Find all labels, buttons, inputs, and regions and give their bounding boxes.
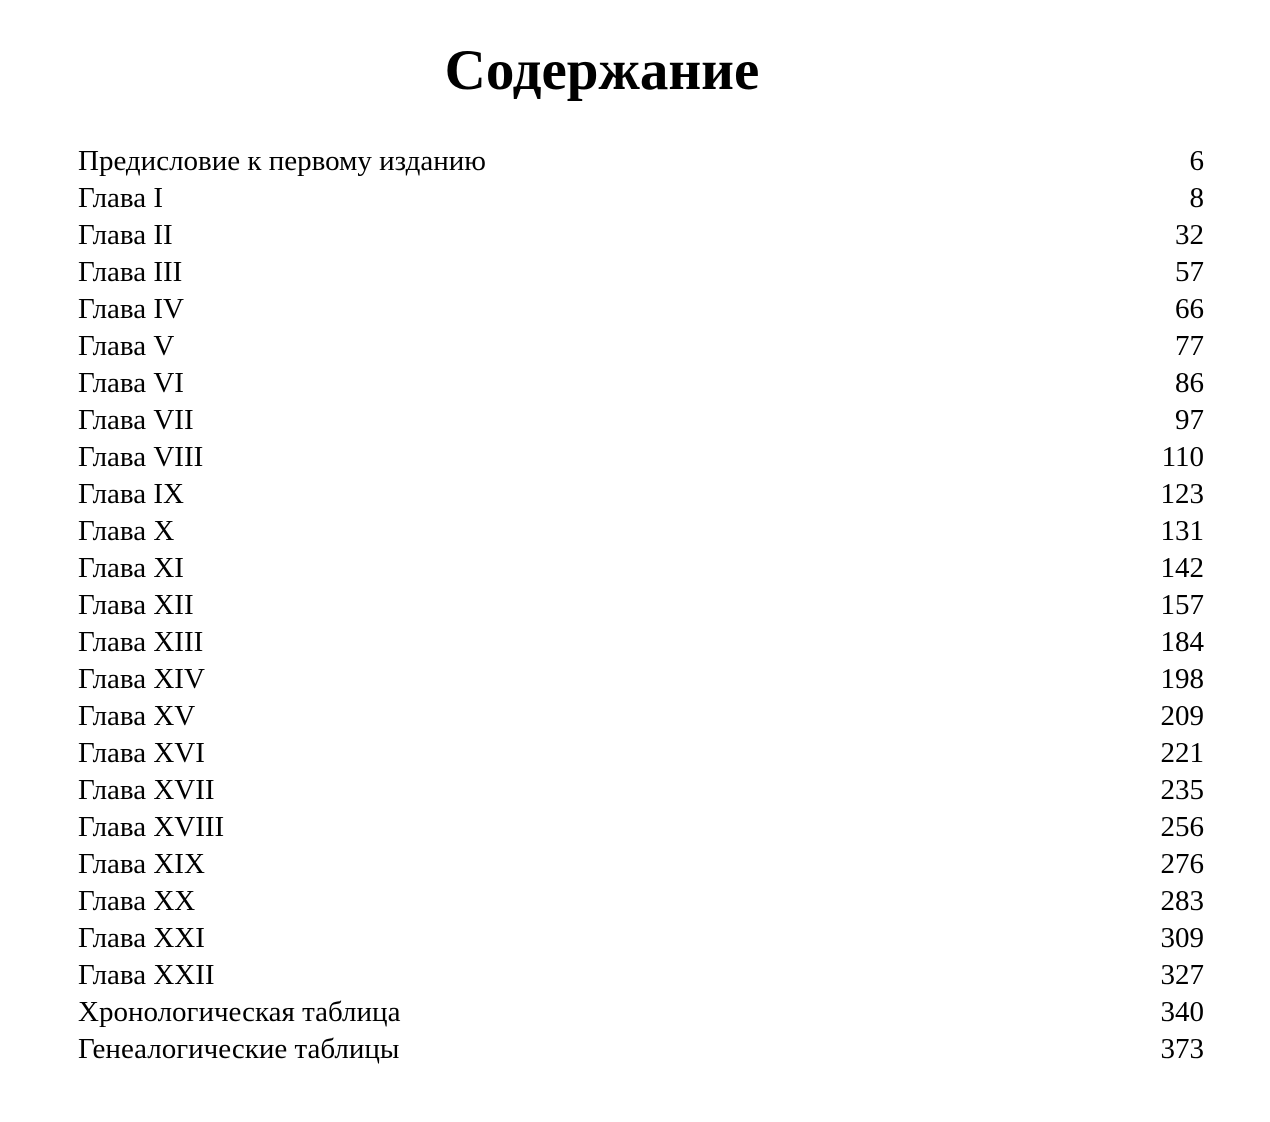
toc-entry	[78, 217, 1204, 254]
toc-entry-label: Глава XX	[78, 885, 196, 917]
toc-entry-label: Глава XII	[78, 589, 194, 621]
toc-entry	[78, 883, 1204, 920]
toc-entry-label: Глава XV	[78, 700, 196, 732]
toc-entry-page: 8	[1189, 182, 1204, 214]
toc-entry	[78, 550, 1204, 587]
toc-entry-page: 86	[1175, 367, 1204, 399]
toc-entry	[78, 180, 1204, 217]
toc-entry-page: 6	[1189, 145, 1204, 177]
toc-entry-page: 235	[1160, 774, 1204, 806]
toc-entry-label: Глава XIII	[78, 626, 204, 658]
toc-entry-label: Глава II	[78, 219, 173, 251]
toc-entry-page: 57	[1175, 256, 1204, 288]
toc-entry-page: 221	[1160, 737, 1204, 769]
toc-entry-label: Глава XXII	[78, 959, 215, 991]
toc-entry-page: 309	[1160, 922, 1204, 954]
toc-entry-label: Глава IX	[78, 478, 184, 510]
toc-entry-page: 131	[1160, 515, 1204, 547]
toc-entry-label: Глава XVII	[78, 774, 215, 806]
toc-entry	[78, 254, 1204, 291]
toc-entry	[78, 957, 1204, 994]
toc-entry	[78, 513, 1204, 550]
toc-entry-label: Глава I	[78, 182, 164, 214]
toc-entry-page: 184	[1160, 626, 1204, 658]
toc-entry-label: Глава VIII	[78, 441, 204, 473]
page-title: Содержание	[444, 39, 760, 102]
toc-entry-label: Глава VII	[78, 404, 194, 436]
toc-entry-page: 66	[1175, 293, 1204, 325]
toc-entry	[78, 846, 1204, 883]
toc-entry	[78, 291, 1204, 328]
toc-entry-page: 32	[1175, 219, 1204, 251]
toc-entry-label: Хронологическая таблица	[78, 996, 401, 1028]
toc-entry-label: Глава X	[78, 515, 175, 547]
toc-entry	[78, 439, 1204, 476]
toc-entry-page: 283	[1160, 885, 1204, 917]
toc-entry	[78, 735, 1204, 772]
toc-entry-page: 327	[1160, 959, 1204, 991]
toc-entry-label: Предисловие к первому изданию	[78, 145, 486, 177]
toc-entry	[78, 809, 1204, 846]
toc-entry-label: Глава XIV	[78, 663, 205, 695]
toc-entry-page: 209	[1160, 700, 1204, 732]
toc-entry-label: Глава V	[78, 330, 175, 362]
toc-entry-page: 373	[1160, 1033, 1204, 1065]
toc-entry	[78, 920, 1204, 957]
toc-entry	[78, 143, 1204, 180]
toc-entry-label: Глава XXI	[78, 922, 205, 954]
toc-entry	[78, 772, 1204, 809]
toc-entry-label: Глава XIX	[78, 848, 205, 880]
toc-entry	[78, 365, 1204, 402]
toc-entry-page: 97	[1175, 404, 1204, 436]
toc-entry-page: 142	[1160, 552, 1204, 584]
toc-entry-label: Глава XVIII	[78, 811, 225, 843]
toc-entry	[78, 661, 1204, 698]
toc-entry	[78, 698, 1204, 735]
toc-entry	[78, 402, 1204, 439]
toc-entry-page: 157	[1160, 589, 1204, 621]
toc-entry	[78, 328, 1204, 365]
toc-entry	[78, 1031, 1204, 1068]
toc-entry	[78, 994, 1204, 1031]
toc-entry	[78, 587, 1204, 624]
toc-entry-page: 198	[1160, 663, 1204, 695]
toc-entry-page: 123	[1160, 478, 1204, 510]
toc-entry-label: Глава III	[78, 256, 183, 288]
table-of-contents	[78, 143, 1204, 1068]
toc-entry-label: Генеалогические таблицы	[78, 1033, 400, 1065]
toc-entry-page: 256	[1160, 811, 1204, 843]
toc-entry-label: Глава IV	[78, 293, 184, 325]
toc-entry-page: 276	[1160, 848, 1204, 880]
toc-entry-page: 77	[1175, 330, 1204, 362]
toc-entry	[78, 624, 1204, 661]
toc-entry-page: 340	[1160, 996, 1204, 1028]
toc-entry-page: 110	[1161, 441, 1204, 473]
toc-entry	[78, 476, 1204, 513]
toc-entry-label: Глава XVI	[78, 737, 205, 769]
toc-entry-label: Глава XI	[78, 552, 184, 584]
toc-entry-label: Глава VI	[78, 367, 184, 399]
